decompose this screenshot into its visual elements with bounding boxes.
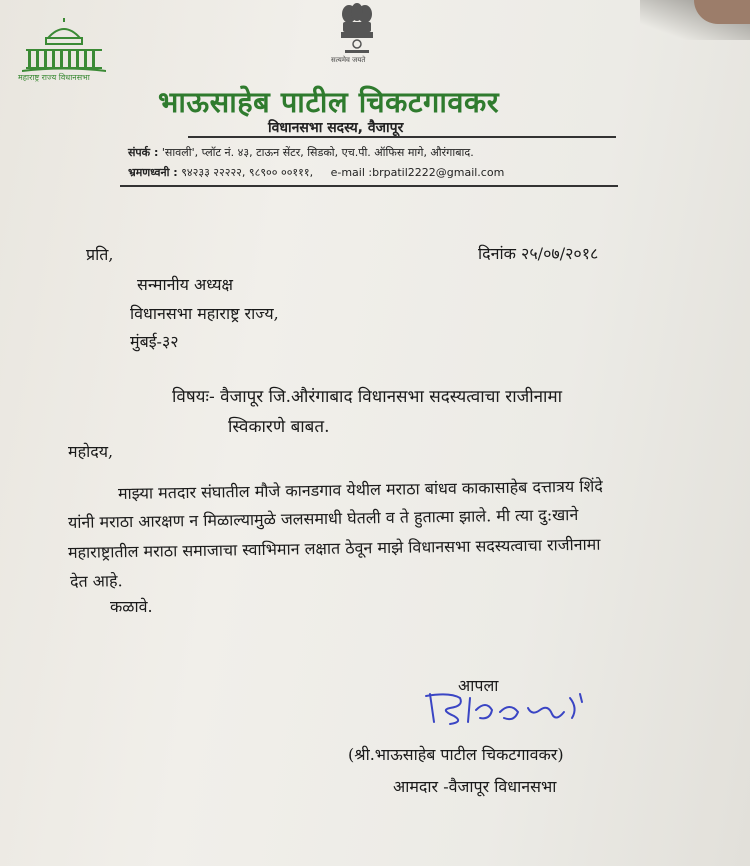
body-line-2: यांनी मराठा आरक्षण न मिळाल्यामुळे जलसमाधी घेतली व ते हुतात्मा झाले. मी त्या दु:खाने — [67, 504, 579, 532]
signatory-name: (श्री.भाऊसाहेब पाटील चिकटगावकर) — [348, 745, 564, 764]
body-line-3: महाराष्ट्रातील मराठा समाजाचा स्वाभिमान लक्षात ठेवून माझे विधानसभा सदस्यत्वाचा राजीनामा — [67, 534, 601, 562]
phone-numbers: ९४२३३ २२२२२, ९८९०० ००१११, — [181, 166, 314, 179]
header-divider-bottom — [120, 185, 618, 187]
recipient-line-3: मुंबई-३२ — [130, 332, 179, 351]
contact-label: संपर्क : — [128, 146, 159, 159]
ashoka-emblem-icon — [335, 2, 379, 56]
contact-address: 'सावली', प्लॉट नं. ४३, टाऊन सेंटर, सिडको, एच.पी. ऑफिस मागे, औरंगाबाद. — [161, 146, 474, 159]
subject-line-2: स्विकारणे बाबत. — [228, 417, 330, 437]
header-divider-top — [188, 136, 616, 138]
body-line-1: माझ्या मतदार संघातील मौजे कानडगाव येथील मराठा बांधव काकासाहेब दत्तात्रय शिंदे — [117, 476, 603, 503]
contact-line — [128, 145, 474, 160]
body-line-4: देत आहे. — [69, 571, 123, 591]
salutation: महोदय, — [68, 442, 114, 461]
letterhead-name: भाऊसाहेब पाटील चिकटगावकर — [158, 85, 500, 119]
letterhead-title: विधानसभा सदस्य, वैजापूर — [268, 120, 404, 136]
logo-caption: महाराष्ट्र राज्य विधानसभा — [18, 73, 90, 82]
handwritten-signature-icon — [420, 688, 595, 730]
phone-line — [128, 165, 504, 180]
emblem-caption: सत्यमेव जयते — [331, 56, 366, 64]
signatory-designation: आमदार -वैजापूर विधानसभा — [393, 777, 557, 796]
email-address: e-mail :brpatil2222@gmail.com — [330, 166, 505, 179]
closing: कळावे. — [110, 597, 153, 616]
phone-label: भ्रमणध्वनी : — [128, 166, 178, 179]
recipient-line-1: सन्मानीय अध्यक्ष — [137, 275, 233, 294]
subject-line-1: विषयः- वैजापूर जि.औरंगाबाद विधानसभा सदस्यत्वाचा राजीनामा — [172, 387, 563, 407]
recipient-line-2: विधानसभा महाराष्ट्र राज्य, — [130, 304, 279, 323]
yours-line: आपला — [458, 676, 499, 695]
letter-date: दिनांक २५/०७/२०१८ — [478, 244, 599, 263]
recipient-prefix: प्रति, — [86, 245, 114, 264]
